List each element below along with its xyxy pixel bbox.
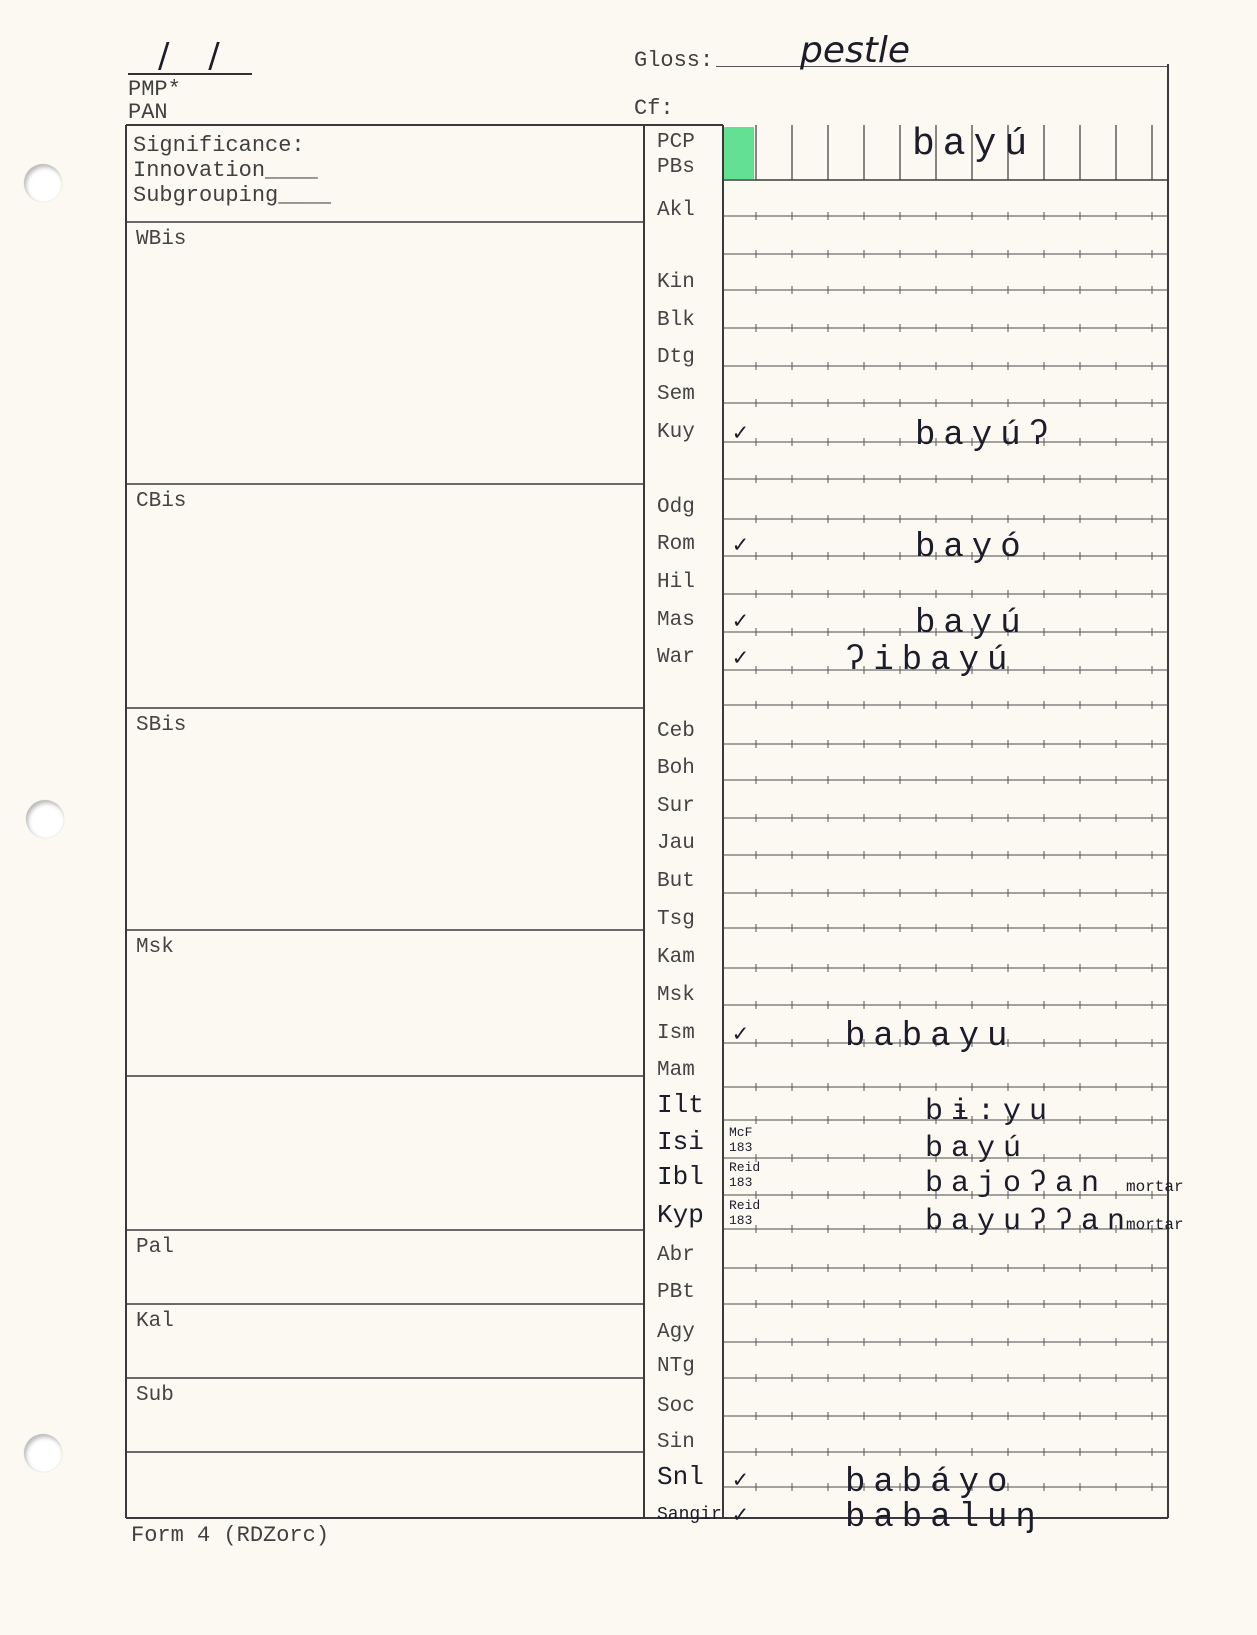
source-ref-kyp: Reid	[729, 1198, 761, 1213]
lang-code-kam: Kam	[657, 946, 695, 969]
check-mark-ism: ✓	[733, 1022, 748, 1049]
innovation-label: Innovation____	[133, 158, 318, 183]
slash-marks: / /	[158, 36, 234, 76]
source-page-ibl: 183	[729, 1175, 753, 1190]
lang-code-ntg: NTg	[657, 1355, 695, 1378]
form-label: Form 4 (RDZorc)	[131, 1523, 330, 1548]
lang-code-snl: Snl	[657, 1462, 704, 1492]
lang-code-isi: Isi	[657, 1127, 704, 1157]
lang-code-agy: Agy	[657, 1321, 695, 1344]
check-mark-sangir: ✓	[733, 1503, 748, 1530]
cf-label: Cf:	[634, 96, 674, 121]
check-mark-war: ✓	[733, 646, 748, 673]
lang-code-odg: Odg	[657, 496, 695, 519]
lang-code-ilt: Ilt	[657, 1090, 704, 1120]
group-label-cbis: CBis	[136, 490, 187, 513]
form-war: ʔibayú	[845, 642, 1016, 680]
gloss-note-kyp: mortar	[1126, 1216, 1184, 1234]
check-mark-kuy: ✓	[733, 421, 748, 448]
group-label-sbis: SBis	[136, 714, 187, 737]
lang-code-pbt: PBt	[657, 1281, 695, 1304]
lang-code-sin: Sin	[657, 1431, 695, 1454]
gloss-note-ibl: mortar	[1126, 1178, 1184, 1196]
lang-code-war: War	[657, 646, 695, 669]
check-mark-rom: ✓	[733, 533, 748, 560]
form-isi: bayú	[925, 1132, 1030, 1166]
lang-code-kyp: Kyp	[657, 1200, 704, 1230]
form-snl: babáyo	[845, 1464, 1016, 1502]
lang-code-but: But	[657, 870, 695, 893]
gloss-label: Gloss:	[634, 48, 714, 73]
group-label-pal: Pal	[136, 1236, 174, 1259]
source-page-isi: 183	[729, 1140, 753, 1155]
lang-code-sur: Sur	[657, 795, 695, 818]
lang-code-ceb: Ceb	[657, 720, 695, 743]
pan-label: PAN	[128, 100, 168, 125]
lang-code-abr: Abr	[657, 1244, 695, 1267]
pmp-label: PMP*	[128, 77, 181, 102]
form-ism: babayu	[845, 1018, 1016, 1056]
lang-code-ibl: Ibl	[657, 1162, 704, 1192]
lang-code-pcp: PCP	[657, 131, 695, 154]
form-mas: bayú	[915, 605, 1029, 643]
lang-code-mas: Mas	[657, 609, 695, 632]
lang-code-jau: Jau	[657, 832, 695, 855]
highlight-marker	[724, 127, 754, 179]
group-label-msk: Msk	[136, 936, 174, 959]
lang-code-kuy: Kuy	[657, 421, 695, 444]
source-ref-isi: McF	[729, 1125, 753, 1140]
source-ref-ibl: Reid	[729, 1160, 761, 1175]
lang-code-rom: Rom	[657, 533, 695, 556]
lang-code-dtg: Dtg	[657, 346, 695, 369]
group-label-sub: Sub	[136, 1384, 174, 1407]
lang-code-hil: Hil	[657, 571, 695, 594]
form-ilt: bɨ:yu	[925, 1095, 1056, 1129]
lang-code-soc: Soc	[657, 1395, 695, 1418]
lang-code-tsg: Tsg	[657, 908, 695, 931]
lang-code-boh: Boh	[657, 757, 695, 780]
lang-code-pbs: PBs	[657, 156, 695, 179]
lang-code-mam: Mam	[657, 1059, 695, 1082]
gloss-value: pestle	[800, 30, 911, 71]
group-label-kal: Kal	[136, 1310, 174, 1333]
group-label-wbis: WBis	[136, 228, 187, 251]
lang-code-sem: Sem	[657, 383, 695, 406]
form-kuy: bayúʔ	[915, 417, 1058, 455]
lang-code-blk: Blk	[657, 309, 695, 332]
check-mark-mas: ✓	[733, 609, 748, 636]
lang-code-sangir: Sangir	[657, 1505, 722, 1525]
significance-title: Significance:	[133, 133, 305, 158]
form-sangir: babaluŋ	[845, 1499, 1044, 1537]
lang-code-msk: Msk	[657, 984, 695, 1007]
form-pcp: bayú	[912, 123, 1036, 166]
form-rom: bayó	[915, 529, 1029, 567]
subgrouping-label: Subgrouping____	[133, 183, 332, 208]
lang-code-akl: Akl	[657, 199, 695, 222]
lang-code-ism: Ism	[657, 1022, 695, 1045]
lang-code-kin: Kin	[657, 271, 695, 294]
form-kyp: bayuʔʔan	[925, 1205, 1134, 1239]
check-mark-snl: ✓	[733, 1468, 748, 1495]
form-ibl: bajoʔan	[925, 1167, 1108, 1201]
source-page-kyp: 183	[729, 1213, 753, 1228]
